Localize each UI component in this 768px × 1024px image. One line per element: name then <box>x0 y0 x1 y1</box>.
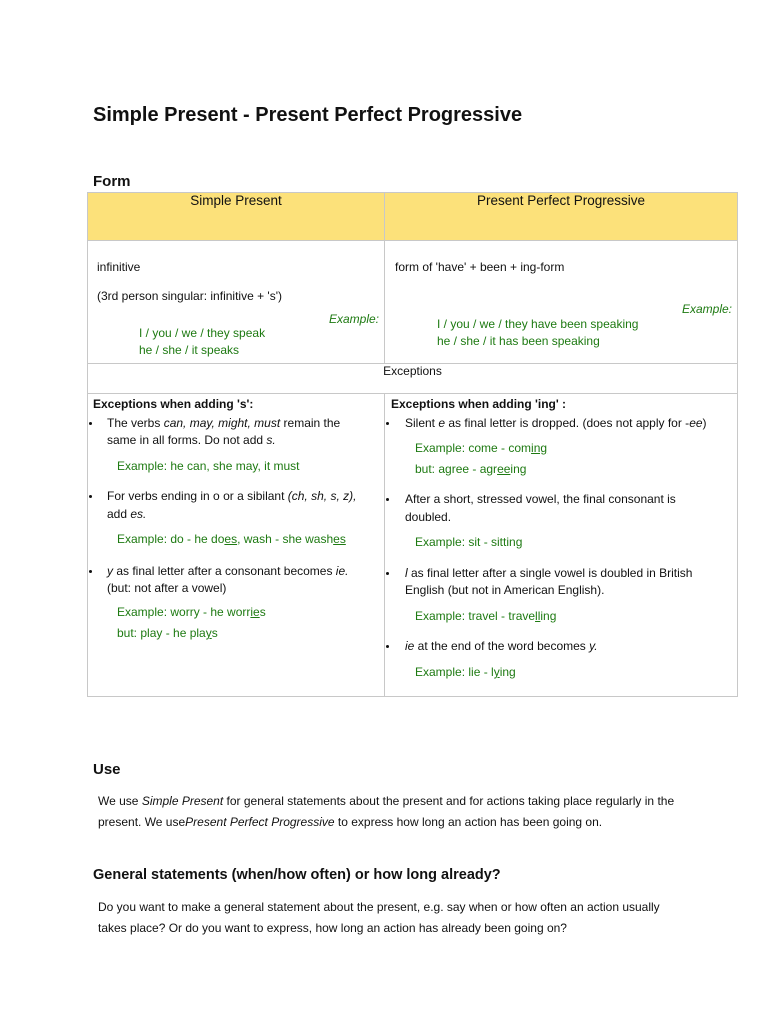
exceptions-s-heading: Exceptions when adding 's': <box>93 397 254 411</box>
example-line: I / you / we / they have been speaking <box>437 317 639 331</box>
rule-silent-e: Silent e as final letter is dropped. (does not apply for -ee) <box>405 416 707 430</box>
header-present-perfect-progressive: Present Perfect Progressive <box>385 193 738 241</box>
example-line: he / she / it speaks <box>139 343 240 357</box>
example-line: Example: sit - sitting <box>415 535 523 549</box>
exceptions-ing-heading: Exceptions when adding 'ing' : <box>391 397 567 411</box>
exceptions-ing-cell <box>385 394 738 697</box>
general-statements-heading: General statements (when/how often) or how long already? <box>93 867 501 883</box>
form-line-3rd-person: (3rd person singular: infinitive + 's') <box>97 289 282 303</box>
example-line: he / she / it has been speaking <box>437 334 600 348</box>
rule-ie-to-y: ie at the end of the word becomes y. <box>405 639 598 653</box>
rule-doubled-consonant-cont: doubled. <box>405 510 452 524</box>
use-paragraph: We use Simple Present for general statements about the present and for actions taking place regularly in the present. We usePresent Perfect Progressive to express how long an action has been going on. <box>98 794 675 829</box>
form-line-have-been-ing: form of 'have' + been + ing-form <box>395 260 565 274</box>
example-line: I / you / we / they speak <box>139 326 266 340</box>
rule-modal-verbs: The verbs can, may, might, must remain the <box>107 416 341 430</box>
example-line: Example: travel - travelling <box>415 609 557 623</box>
page-title: Simple Present - Present Perfect Progressive <box>93 104 523 126</box>
use-heading: Use <box>93 761 121 778</box>
bullet-icon <box>89 570 92 573</box>
form-cell-simple-present <box>88 241 385 364</box>
general-statements-paragraph: Do you want to make a general statement about the present, e.g. say when or how often an action usually takes place? Or do you want to express, how long an action has already been going on? <box>98 900 660 935</box>
rule-y-to-ie: y as final letter after a consonant becomes ie. <box>107 564 349 578</box>
example-line: but: agree - agreeing <box>415 462 527 476</box>
exceptions-s-cell <box>88 394 385 697</box>
rule-modal-verbs-cont: same in all forms. Do not add s. <box>107 433 276 447</box>
rule-sibilant: For verbs ending in o or a sibilant (ch, sh, s, z), <box>107 489 357 503</box>
bullet-icon <box>386 498 389 501</box>
example-line: Example: he can, she may, it must <box>117 459 300 473</box>
header-simple-present: Simple Present <box>88 193 385 241</box>
rule-doubled-consonant: After a short, stressed vowel, the final consonant is <box>405 492 676 506</box>
form-line-infinitive: infinitive <box>97 260 141 274</box>
example-label: Example: <box>681 302 732 316</box>
form-cell-present-perfect-progressive <box>385 241 738 364</box>
exceptions-header: Exceptions <box>88 364 738 394</box>
bullet-icon <box>89 495 92 498</box>
form-heading: Form <box>93 173 131 190</box>
example-line: Example: lie - lying <box>415 665 516 679</box>
example-label: Example: <box>328 312 379 326</box>
bullet-icon <box>89 422 92 425</box>
example-line: but: play - he plays <box>117 626 218 640</box>
rule-l-doubled: l as final letter after a single vowel is doubled in British <box>405 566 693 580</box>
rule-l-doubled-cont: English (but not in American English). <box>405 583 605 597</box>
form-table <box>87 192 738 697</box>
bullet-icon <box>386 572 389 575</box>
example-line: Example: worry - he worries <box>117 605 266 619</box>
rule-sibilant-cont: add es. <box>107 507 147 521</box>
rule-y-to-ie-cont: (but: not after a vowel) <box>107 581 227 595</box>
bullet-icon <box>386 422 389 425</box>
example-line: Example: come - coming <box>415 441 548 455</box>
example-line: Example: do - he does, wash - she washes <box>117 532 346 546</box>
bullet-icon <box>386 645 389 648</box>
